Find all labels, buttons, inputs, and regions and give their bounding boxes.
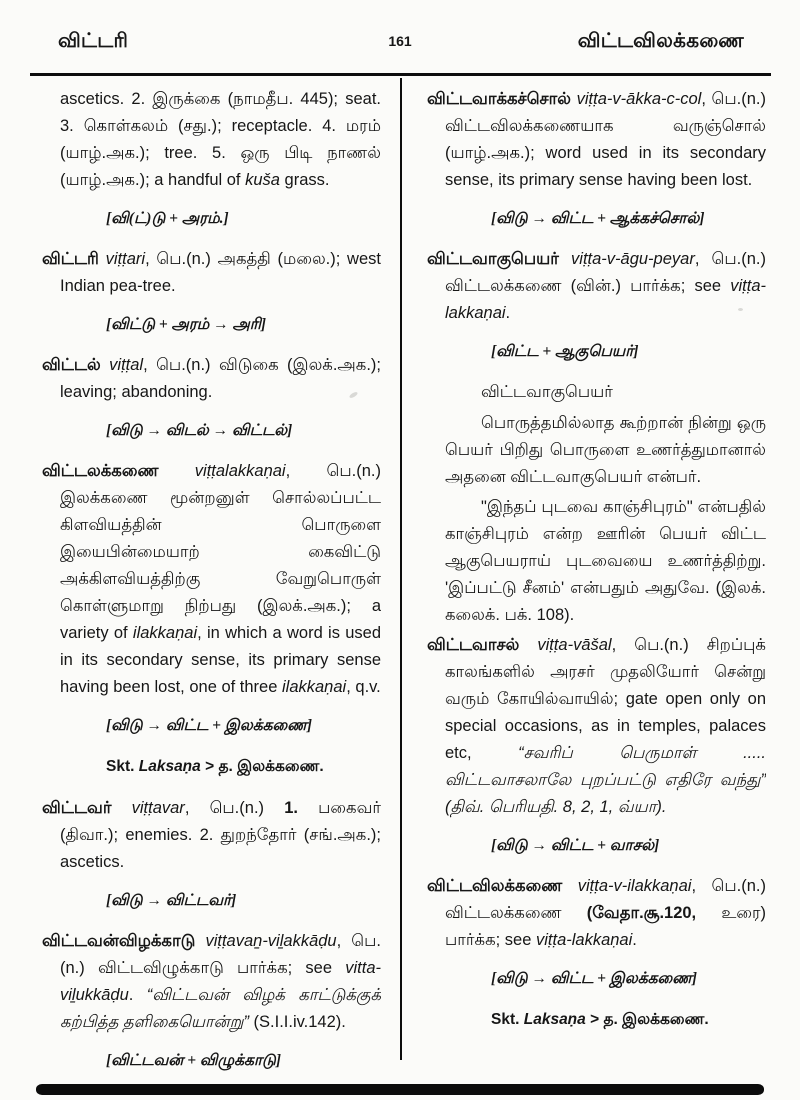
text-segment: விட்டவாக்கச்சொல்: [427, 90, 577, 108]
dictionary-entry: [42, 246, 381, 300]
text-segment: , q.v.: [346, 678, 381, 696]
text-segment: ilakkaṇai: [282, 678, 347, 696]
text-segment: [விடு → விட்ட + இலக்கணை]: [106, 717, 313, 734]
text-segment: 1.: [284, 799, 298, 817]
text-segment: விட்டவாகுபெயர்: [481, 383, 613, 401]
text-segment: , பெ.(n.) அகத்தி (மலை.); west Indian pea-tree.: [60, 250, 381, 295]
etymology-line: [427, 834, 766, 858]
scan-speck: [738, 308, 743, 311]
text-segment: விட்டவிலக்கணை: [427, 877, 578, 895]
text-segment: “விட்டவன் விழக் காட்டுக்குக் கற்பித்த தளிகையொன்று”: [60, 986, 381, 1031]
text-segment: viṭṭalakkaṇai: [194, 462, 286, 480]
text-segment: விட்டலக்கணை: [42, 462, 195, 480]
text-segment: viṭṭa-v-āgu-peyar: [571, 250, 695, 268]
text-segment: (S.I.I.iv.142).: [248, 1013, 346, 1031]
text-segment: விட்டவாகுபெயர்: [427, 250, 572, 268]
text-segment: விட்டவாசல்: [427, 636, 538, 654]
text-segment: , பெ.(n.) விட்டவிழுக்காடு பார்க்க; see: [60, 932, 381, 977]
dictionary-entry: [427, 86, 766, 194]
etymology-line: [42, 714, 381, 738]
text-segment: [விடு → விடல் → விட்டல்]: [106, 422, 293, 439]
text-segment: , பெ.(n.) விட்டலக்கணை: [445, 877, 766, 922]
text-segment: kuša: [245, 171, 280, 189]
text-segment: .: [632, 931, 637, 949]
text-segment: [விடு → விட்ட + ஆக்கச்சொல்]: [491, 210, 705, 227]
left-column: [42, 86, 381, 1072]
etymology-line: [42, 313, 381, 337]
text-segment: viṭṭa-lakkaṇai: [445, 277, 766, 322]
text-segment: "இந்தப் புடவை காஞ்சிபுரம்" என்பதில் காஞ்சிபுரம் என்ற ஊரின் பெயர் விட்ட ஆகுபெயராய் புடவையை உணர்த்திற்று. 'இப்பட்டு சீனம்' என்பதும் அதுவே. (இலக். கலைக். பக். 108).: [445, 498, 766, 624]
page-number: 161: [388, 33, 412, 49]
sanskrit-note: [427, 1006, 766, 1033]
text-segment: உரை) பார்க்க; see: [445, 904, 766, 949]
sanskrit-note: [42, 753, 381, 780]
dictionary-entry: [42, 352, 381, 406]
commentary-paragraph: [427, 410, 766, 491]
etymology-line: [42, 1049, 381, 1072]
text-segment: [விட்டு + அரம் → அரி]: [106, 316, 267, 333]
etymology-line: [42, 889, 381, 913]
text-segment: , in which a word is used in its secondary sense, its primary sense having been lost, one of three: [60, 624, 381, 696]
text-segment: விட்டவன்விழக்காடு: [42, 932, 206, 950]
text-segment: viṭṭavar: [131, 799, 185, 817]
etymology-line: [427, 340, 766, 364]
dictionary-entry: [427, 632, 766, 821]
text-segment: .: [128, 986, 147, 1004]
dictionary-entry: [42, 795, 381, 876]
text-segment: , பெ.(n.) விட்டலக்கணை (வின்.) பார்க்க; see: [445, 250, 766, 295]
text-segment: , பெ.(n.) விடுகை (இலக்.அக.); leaving; abandoning.: [60, 356, 381, 401]
etymology-line: [42, 419, 381, 443]
text-segment: , பெ.(n.) விட்டவிலக்கணையாக வருஞ்சொல் (யாழ்.அக.); word used in its secondary sense, its primary sense having been lost.: [445, 90, 766, 189]
text-segment: viṭṭal: [109, 356, 144, 374]
text-segment: “சவரிப் பெருமாள் ..... விட்டவாசலாலே புறப்பட்டு எதிரே வந்து”: [445, 744, 766, 789]
text-segment: பொருத்தமில்லாத கூற்றான் நின்று ஒரு பெயர் பிறிது பொருளை உணர்த்துமானால் அதனை விட்டவாகுபெயர் என்பர்.: [445, 414, 766, 486]
etymology-line: [427, 207, 766, 231]
text-segment: viṭṭa-v-ākka-c-col: [576, 90, 702, 108]
text-segment: vitta-viḻukkāḍu: [60, 959, 381, 1004]
text-segment: பகைவர் (திவா.); enemies. 2. துறந்தோர் (சங்.அக.); ascetics.: [60, 799, 381, 871]
text-segment: Laksaṇa: [138, 758, 201, 775]
text-segment: ascetics. 2. இருக்கை (நாமதீப. 445); seat. 3. கொள்கலம் (சது.); receptacle. 4. மரம் (யாழ்.அக.); tree. 5. ஒரு பிடி நாணல் (யாழ்.அக.); a handful of: [60, 90, 381, 189]
text-segment: விட்டல்: [42, 356, 110, 374]
text-segment: , பெ.(n.): [184, 799, 285, 817]
text-segment: viṭṭa-lakkaṇai: [535, 931, 633, 949]
text-segment: ilakkaṇai: [132, 624, 198, 642]
text-segment: .: [505, 304, 511, 322]
etymology-line: [427, 967, 766, 991]
header-guide-word-left: விட்டரி: [58, 30, 129, 52]
dictionary-entry: [42, 458, 381, 701]
right-column: [427, 86, 766, 1072]
text-segment: (வேதா.சூ.120,: [586, 904, 697, 922]
header-rule: [30, 73, 771, 76]
text-segment: viṭṭavaṉ-viḻakkāḍu: [205, 932, 337, 950]
text-segment: [விடு → விட்ட + வாசல்]: [491, 837, 660, 854]
dictionary-entry: [427, 873, 766, 954]
text-segment: [விட்டவன் + விழுக்காடு]: [106, 1052, 282, 1069]
dictionary-entry: [427, 246, 766, 327]
header-guide-word-right: விட்டவிலக்கணை: [577, 30, 744, 52]
text-columns: [42, 86, 766, 1072]
text-segment: , பெ.(n.) இலக்கணை மூன்றனுள் சொல்லப்பட்ட கிளவியத்தின் பொருளை இயைபின்மையாற் கைவிட்டு அக்கிளவியத்திற்கு வேறுபொருள் கொள்ளுமாறு நிற்பது (இலக்.அக.); a variety of: [60, 462, 381, 642]
sub-heading: [427, 379, 766, 406]
text-segment: Laksaṇa: [523, 1011, 586, 1028]
text-segment: (திவ். பெரியதி. 8, 2, 1, வ்யா).: [445, 798, 667, 816]
text-segment: grass.: [279, 171, 330, 189]
continuation-paragraph: [42, 86, 381, 194]
text-segment: [விடு → விட்ட + இலக்கணை]: [491, 970, 698, 987]
text-segment: viṭṭa-v-ilakkaṇai: [577, 877, 692, 895]
commentary-paragraph: [427, 494, 766, 629]
etymology-line: [42, 207, 381, 231]
text-segment: விட்டவர்: [42, 799, 132, 817]
text-segment: [விட்ட + ஆகுபெயர்]: [491, 343, 639, 360]
text-segment: , பெ.(n.) சிறப்புக் காலங்களில் அரசர் முதலியோர் சென்று வரும் கோயில்வாயில்; gate open only on special occasions, as in temples, palaces etc,: [445, 636, 766, 762]
scan-artifact-bar: [36, 1084, 764, 1095]
text-segment: > த. இலக்கணை.: [585, 1011, 709, 1028]
text-segment: விட்டரி: [42, 250, 106, 268]
text-segment: > த. இலக்கணை.: [200, 758, 324, 775]
text-segment: viṭṭari: [105, 250, 146, 268]
text-segment: Skt.: [106, 758, 139, 775]
dictionary-entry: [42, 928, 381, 1036]
text-segment: viṭṭa-vāšal: [537, 636, 612, 654]
text-segment: Skt.: [491, 1011, 524, 1028]
text-segment: [விடு → விட்டவர்]: [106, 892, 237, 909]
text-segment: [வி(ட்)டு + அரம்.]: [106, 210, 229, 227]
